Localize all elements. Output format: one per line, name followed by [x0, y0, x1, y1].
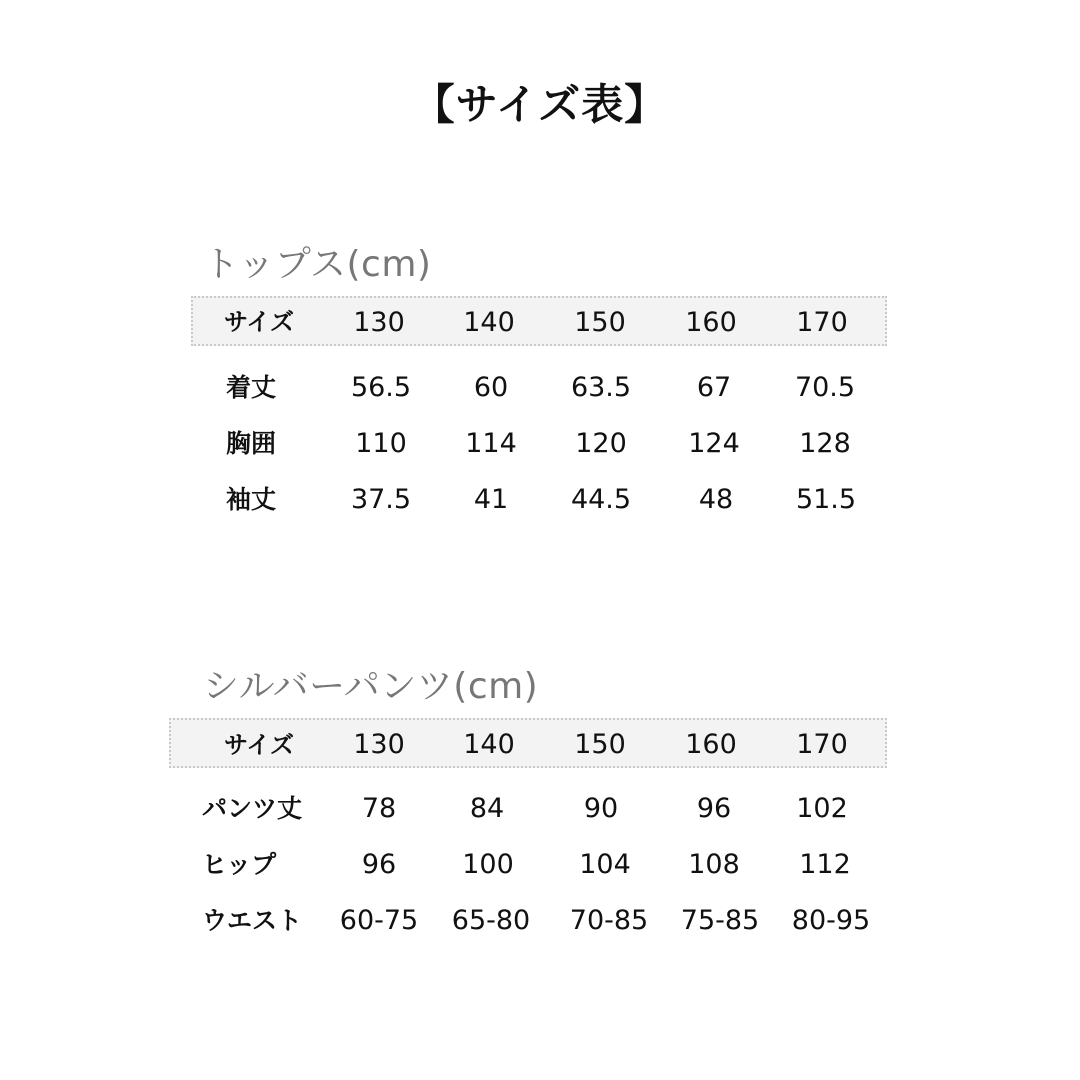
row-label: 袖丈 [225, 485, 277, 514]
tops-size-140: 140 [463, 307, 515, 338]
row-label: パンツ丈 [201, 794, 303, 823]
row-label: 胸囲 [225, 429, 277, 458]
tops-header-band [191, 296, 887, 346]
row-value: 75-85 [680, 905, 760, 936]
pants-size-130: 130 [353, 729, 405, 760]
row-value: 63.5 [570, 372, 632, 403]
row-value: 96 [361, 849, 397, 880]
row-value: 124 [688, 428, 740, 459]
row-value: 128 [799, 428, 851, 459]
row-value: 60 [473, 372, 509, 403]
tops-size-150: 150 [574, 307, 626, 338]
row-label: 着丈 [225, 373, 277, 402]
row-value: 80-95 [791, 905, 871, 936]
pants-size-160: 160 [685, 729, 737, 760]
row-value: 51.5 [795, 484, 857, 515]
row-value: 65-80 [451, 905, 531, 936]
pants-size-170: 170 [796, 729, 848, 760]
pants-header-label: サイズ [223, 731, 295, 759]
row-value: 112 [799, 849, 851, 880]
tops-size-130: 130 [353, 307, 405, 338]
tops-size-160: 160 [685, 307, 737, 338]
row-value: 37.5 [350, 484, 412, 515]
page-title: 【サイズ表】 [412, 80, 668, 129]
row-value: 78 [361, 793, 397, 824]
row-value: 48 [698, 484, 734, 515]
pants-size-150: 150 [574, 729, 626, 760]
row-value: 90 [583, 793, 619, 824]
pants-table-title: シルバーパンツ(cm) [203, 666, 539, 707]
row-value: 41 [473, 484, 509, 515]
row-value: 96 [696, 793, 732, 824]
row-value: 44.5 [570, 484, 632, 515]
row-value: 100 [462, 849, 514, 880]
pants-size-140: 140 [463, 729, 515, 760]
tops-table-title: トップス(cm) [203, 244, 432, 285]
row-value: 120 [575, 428, 627, 459]
row-value: 108 [688, 849, 740, 880]
row-value: 102 [796, 793, 848, 824]
row-value: 104 [579, 849, 631, 880]
row-value: 56.5 [350, 372, 412, 403]
tops-header-label: サイズ [223, 308, 295, 336]
row-label: ヒップ [201, 850, 277, 879]
row-value: 114 [465, 428, 517, 459]
tops-size-170: 170 [796, 307, 848, 338]
row-value: 70-85 [569, 905, 649, 936]
row-value: 84 [469, 793, 505, 824]
row-value: 67 [696, 372, 732, 403]
row-label: ウエスト [201, 906, 303, 935]
row-value: 60-75 [339, 905, 419, 936]
row-value: 110 [355, 428, 407, 459]
row-value: 70.5 [794, 372, 856, 403]
